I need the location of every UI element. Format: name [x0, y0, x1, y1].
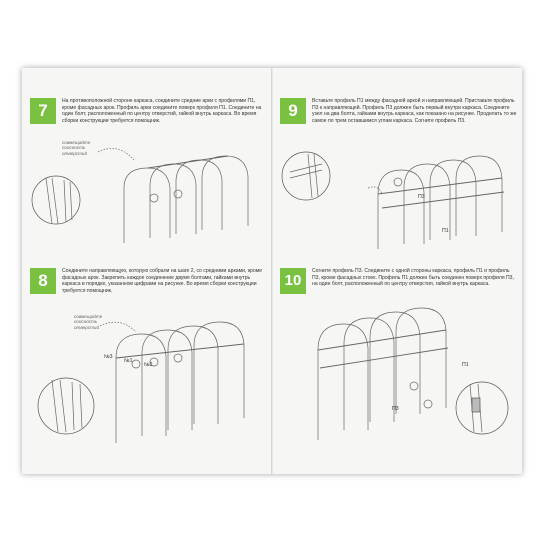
- step-instructions: Вставьте профиль П1 между фасадной аркой и направляющей. Приставьте профиль П3 к направляющей. Профиль П3 должен быть первый внутри каркаса. Соедините узел на два болта, гайками внутрь каркаса, как показано на рисунке. Проделать то же самое по трем оставшимся углам каркаса. Согните профиль П3.: [312, 98, 517, 124]
- alignment-note: совмещайте соосность отверстий: [62, 140, 91, 156]
- profile-label-p1: П1: [462, 362, 469, 368]
- profile-label-p1: П1: [442, 228, 449, 234]
- step-number-badge: 9: [280, 98, 306, 124]
- step-instructions: На противоположной стороне каркаса, соедините средние арки с профилями П1, кроме фасадных арок. Профиль арки соедините поверх профиля П1. Соедините на один болт, расположенный по центру отверстий, гайкой внутрь каркаса. Во время сборки конструкции требуется помощник.: [62, 98, 262, 124]
- profile-label-p3: П3: [418, 194, 425, 200]
- bolt-label-1: №1: [124, 358, 133, 364]
- step-instructions: Согните профиль П3. Соедините с одной стороны каркаса, профиль П1 и профиль П3, кроме фасадных стоек. Профиль П1 должен быть соединен поверх профиля П3, на один болт, расположенный по центру отверстия, гайкой внутрь каркаса.: [312, 268, 514, 288]
- step-7-illustration: [28, 138, 268, 248]
- bolt-label-2: №2: [144, 362, 153, 368]
- step-number-badge: 8: [30, 268, 56, 294]
- bolt-label-3: №3: [104, 354, 113, 360]
- step-9-illustration: [278, 144, 518, 254]
- step-number-badge: 10: [280, 268, 306, 294]
- step-10-illustration: [278, 308, 518, 448]
- step-instructions: Соедините направляющую, которую собрали на шаге 2, со средними арками, кроме фасадных арок. Закрепить каждое соединение двумя болтами, гайками внутрь каркаса в порядке, указанном цифрами на рисунке. Во время сборки конструкции требуется помощник.: [62, 268, 263, 294]
- instruction-booklet: [22, 68, 522, 474]
- profile-label-p3: П3: [392, 406, 399, 412]
- step-number-badge: 7: [30, 98, 56, 124]
- alignment-note: совмещайте соосность отверстий: [74, 314, 103, 330]
- page-fold: [271, 68, 273, 474]
- step-8-illustration: [28, 318, 268, 448]
